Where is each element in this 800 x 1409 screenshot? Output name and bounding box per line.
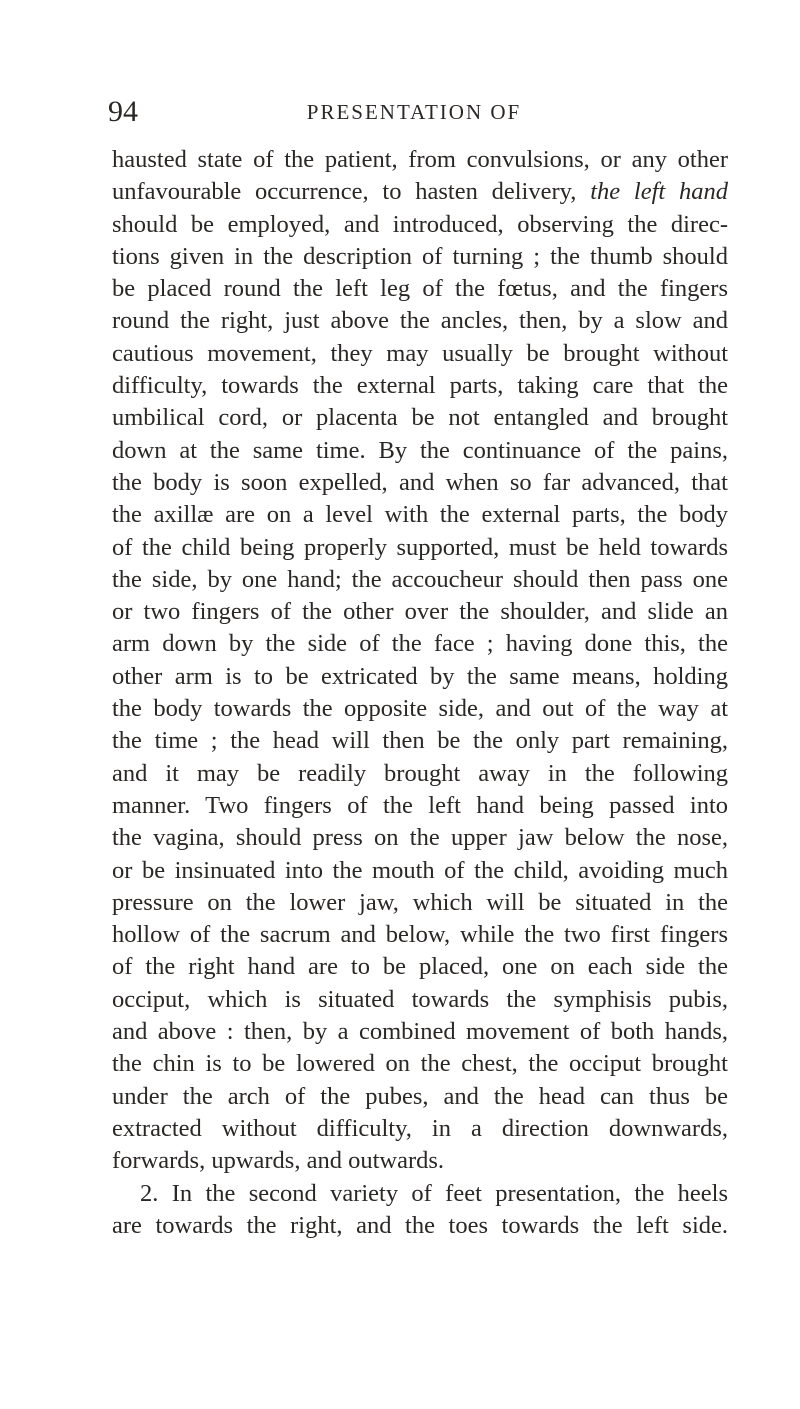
text-line: and above : then, by a combined movement of both hands, [112,1018,728,1046]
text-line: the side, by one hand; the accoucheur should then pass one [112,565,728,593]
text-line: occiput, which is situated towards the symphisis pubis, [112,985,728,1013]
text-line: should be employed, and introduced, observing the direc- [112,210,728,238]
text-line: and it may be readily brought away in the following [112,759,728,787]
text-line: down at the same time. By the continuance of the pains, [112,436,728,464]
text-line: cautious movement, they may usually be brought without [112,339,728,367]
text-line: the vagina, should press on the upper jaw below the nose, [112,824,728,852]
text-line: 2. In the second variety of feet presentation, the heels [140,1179,728,1207]
text-line: or be insinuated into the mouth of the child, avoiding much [112,856,728,884]
text-line: pressure on the lower jaw, which will be situated in the [112,888,728,916]
text-line: hausted state of the patient, from convulsions, or any other [112,146,728,173]
text-line [112,176,728,208]
body-text [112,144,728,1242]
text-line: be placed round the left leg of the fœtus, and the fingers [112,275,728,303]
text-line: the time ; the head will then be the only part remaining, [112,727,728,755]
text-segment: unfavourable occurrence, to hasten delivery, [112,178,591,206]
text-line: extracted without difficulty, in a direction downwards, [112,1114,728,1142]
text-line: the body is soon expelled, and when so far advanced, that [112,468,728,496]
text-line: of the right hand are to be placed, one on each side the [112,953,728,981]
page-header [108,92,720,132]
text-line: forwards, upwards, and outwards. [112,1147,445,1175]
text-line: under the arch of the pubes, and the head can thus be [112,1082,728,1110]
text-line: tions given in the description of turning ; the thumb should [112,242,728,270]
text-line: of the child being properly supported, must be held towards [112,533,728,561]
italic-phrase: the left hand [590,178,729,206]
text-line: arm down by the side of the face ; having done this, the [112,630,728,658]
text-line: the body towards the opposite side, and out of the way at [112,695,728,723]
text-line: are towards the right, and the toes towards the left side. [112,1211,728,1239]
text-line: round the right, just above the ancles, then, by a slow and [112,307,728,335]
text-line: umbilical cord, or placenta be not entangled and brought [112,404,728,432]
text-line: the axillæ are on a level with the external parts, the body [112,501,728,529]
text-line: or two fingers of the other over the shoulder, and slide an [112,598,728,626]
page-number: 94 [108,95,138,128]
text-line: difficulty, towards the external parts, taking care that the [112,372,728,400]
text-line: manner. Two fingers of the left hand being passed into [112,791,728,819]
running-head: PRESENTATION OF [306,100,522,124]
text-line: the chin is to be lowered on the chest, the occiput brought [112,1050,728,1078]
text-line: other arm is to be extricated by the same means, holding [112,662,728,690]
text-line: hollow of the sacrum and below, while the two first fingers [112,921,728,949]
